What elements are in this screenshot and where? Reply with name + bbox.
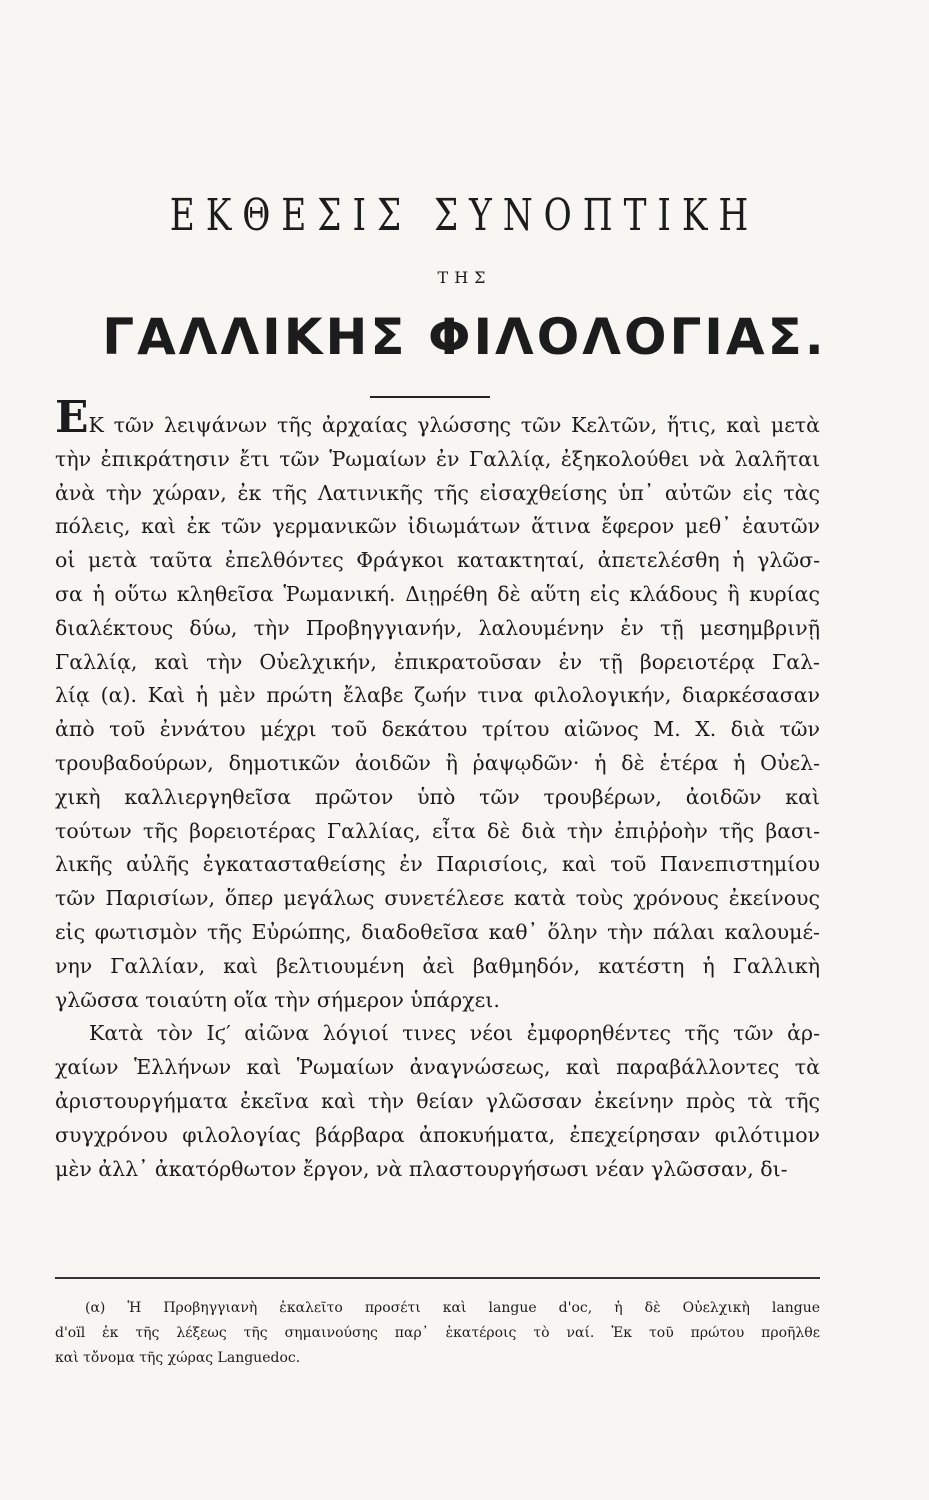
text-line-text: Γαλλίᾳ, καὶ τὴν Οὐελχικήν, ἐπικρατοῦσαν ἐν τῇ βορειοτέρᾳ Γαλ-	[55, 649, 820, 674]
text-line	[55, 392, 820, 443]
text-line-text: ἀριστουργήματα ἐκεῖνα καὶ τὴν θείαν γλῶσσαν ἐκείνην πρὸς τὰ τῆς	[55, 1088, 820, 1113]
paragraph-2	[55, 1017, 820, 1186]
text-line-text: χαίων Ἑλλήνων καὶ Ῥωμαίων ἀναγνώσεως, καὶ παραβάλλοντες τὰ	[55, 1055, 820, 1080]
text-line	[55, 882, 820, 916]
footnote-line	[55, 1346, 820, 1371]
paragraph-1	[55, 392, 820, 1017]
text-line	[55, 510, 820, 544]
text-line-text: νην Γαλλίαν, καὶ βελτιουμένη ἀεὶ βαθμηδόν, κατέστη ἡ Γαλλικὴ	[55, 953, 820, 978]
footnote-line-text: d'oïl ἐκ τῆς λέξεως τῆς σημαινούσης παρ᾽ ἑκατέροις τὸ ναί. Ἐκ τοῦ πρώτου προῆλθε	[55, 1325, 820, 1341]
text-line	[55, 477, 820, 511]
text-line	[55, 646, 820, 680]
text-line-text: χικὴ καλλιεργηθεῖσα πρῶτον ὑπὸ τῶν τρουβέρων, ἀοιδῶν καὶ	[55, 784, 820, 809]
footnote-line	[55, 1296, 820, 1321]
title-line-1: ΕΚΘΕΣΙΣ ΣΥΝΟΠΤΙΚΗ	[169, 190, 760, 241]
title-line-3: ΓΑΛΛΙΚΗΣ ΦΙΛΟΛΟΓΙΑΣ.	[102, 308, 827, 366]
text-line	[55, 679, 820, 713]
text-line	[55, 612, 820, 646]
text-line	[55, 1085, 820, 1119]
text-line	[55, 1119, 820, 1153]
text-line	[55, 1017, 820, 1051]
text-line-text: τὴν ἐπικράτησιν ἔτι τῶν Ῥωμαίων ἐν Γαλλίᾳ, ἐξηκολούθει νὰ λαλῆται	[55, 446, 820, 471]
text-line-text: Κατὰ τὸν Ιϛ′ αἰῶνα λόγιοί τινες νέοι ἐμφορηθέντες τῆς τῶν ἀρ-	[89, 1021, 820, 1046]
text-line-text: πόλεις, καὶ ἐκ τῶν γερμανικῶν ἰδιωμάτων ἅτινα ἔφερον μεθ᾽ ἑαυτῶν	[55, 514, 820, 539]
text-line-text: γλῶσσα τοιαύτη οἵα τὴν σήμερον ὑπάρχει.	[55, 987, 500, 1012]
text-line	[55, 815, 820, 849]
text-line-text: λικῆς αὐλῆς ἐγκατασταθείσης ἐν Παρισίοις, καὶ τοῦ Πανεπιστημίου	[55, 852, 820, 877]
body-text	[55, 392, 820, 1186]
text-line	[55, 747, 820, 781]
text-line	[55, 916, 820, 950]
text-line-text: Κ τῶν λειψάνων τῆς ἀρχαίας γλώσσης τῶν Κελτῶν, ἥτις, καὶ μετὰ	[88, 413, 820, 437]
text-line-text: συγχρόνου φιλολογίας βάρβαρα ἀποκυήματα, ἐπεχείρησαν φιλότιμον	[55, 1122, 820, 1147]
footnote-line-text: καὶ τὄνομα τῆς χώρας Languedoc.	[55, 1350, 301, 1366]
text-line-text: ἀπὸ τοῦ ἐννάτου μέχρι τοῦ δεκάτου τρίτου αἰῶνος Μ. Χ. διὰ τῶν	[55, 717, 820, 742]
text-line-text: τῶν Παρισίων, ὅπερ μεγάλως συνετέλεσε κατὰ τοὺς χρόνους ἐκείνους	[55, 886, 820, 911]
text-line-text: σα ἡ οὕτω κληθεῖσα Ῥωμανική. Διῃρέθη δὲ αὕτη εἰς κλάδους ἢ κυρίας	[55, 581, 820, 606]
title-rule	[370, 396, 490, 398]
text-line	[55, 713, 820, 747]
text-line	[55, 1051, 820, 1085]
footnote	[55, 1296, 820, 1371]
text-line-text: εἰς φωτισμὸν τῆς Εὐρώπης, διαδοθεῖσα καθ᾽ ὅλην τὴν πάλαι καλουμέ-	[55, 919, 820, 944]
text-line-text: μὲν ἀλλ᾽ ἀκατόρθωτον ἔργον, νὰ πλαστουργήσωσι νέαν γλῶσσαν, δι-	[55, 1156, 788, 1181]
title-line-2: ΤΗΣ	[437, 268, 492, 287]
text-line-text: οἱ μετὰ ταῦτα ἐπελθόντες Φράγκοι κατακτηταί, ἀπετελέσθη ἡ γλῶσ-	[55, 548, 820, 573]
text-line	[55, 781, 820, 815]
text-line	[55, 1153, 820, 1187]
text-line	[55, 544, 820, 578]
footnote-line-text: (α) Ἡ Προβηγγιανὴ ἐκαλεῖτο προσέτι καὶ langue d'oc, ἡ δὲ Οὐελχικὴ langue	[85, 1300, 820, 1316]
drop-cap: Ε	[55, 392, 89, 443]
text-line	[55, 984, 820, 1018]
text-line-text: λίᾳ (α). Καὶ ἡ μὲν πρώτη ἔλαβε ζωήν τινα φιλολογικήν, διαρκέσασαν	[55, 683, 820, 708]
text-line-text: διαλέκτους δύω, τὴν Προβηγγιανήν, λαλουμένην ἐν τῇ μεσημβρινῇ	[55, 615, 820, 640]
footnote-line	[55, 1321, 820, 1346]
text-line	[55, 578, 820, 612]
text-line-text: ἀνὰ τὴν χώραν, ἐκ τῆς Λατινικῆς τῆς εἰσαχθείσης ὑπ᾽ αὐτῶν εἰς τὰς	[55, 480, 820, 505]
text-line	[55, 950, 820, 984]
text-line	[55, 443, 820, 477]
text-line-text: τούτων τῆς βορειοτέρας Γαλλίας, εἶτα δὲ διὰ τὴν ἐπιῤῥοὴν τῆς βασι-	[55, 818, 820, 843]
footnote-rule	[55, 1277, 820, 1279]
text-line	[55, 848, 820, 882]
text-line-text: τρουβαδούρων, δημοτικῶν ἀοιδῶν ἢ ῥαψῳδῶν· ἡ δὲ ἑτέρα ἡ Οὐελ-	[55, 750, 820, 775]
